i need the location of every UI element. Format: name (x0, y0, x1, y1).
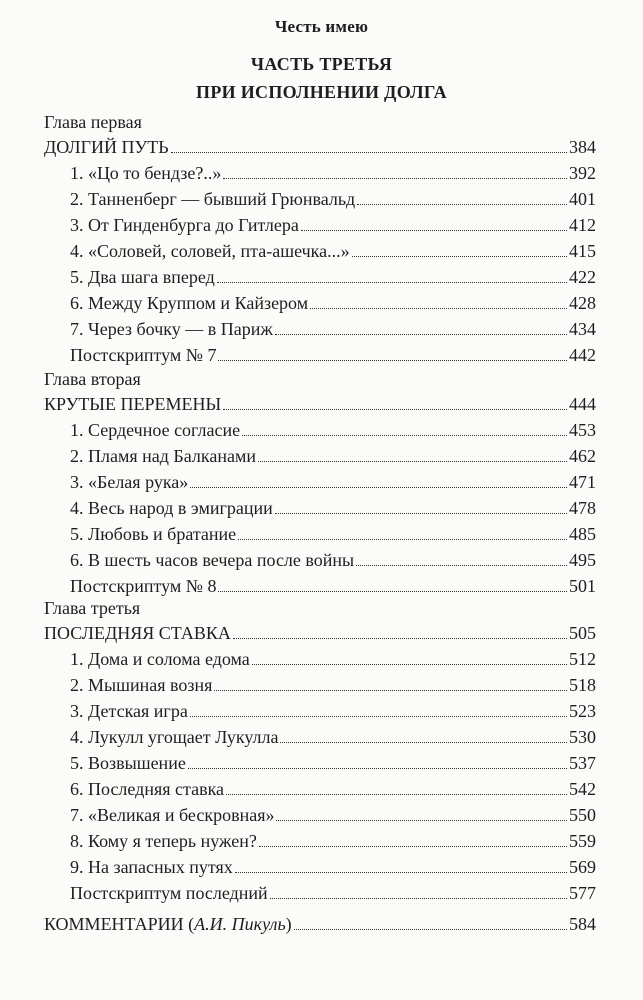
running-head: Честь имею (274, 17, 369, 36)
commentary-title: КОММЕНТАРИИ ( (44, 914, 195, 934)
page-number: 530 (569, 727, 596, 747)
page-number: 442 (569, 345, 596, 365)
section-entry[interactable] (70, 800, 596, 826)
section-entry[interactable] (70, 236, 596, 262)
dot-leader (223, 409, 567, 410)
entry-title: 2. Танненберг — бывший Грюнвальд (70, 189, 356, 209)
section-entry[interactable] (70, 722, 596, 748)
dot-leader (235, 872, 567, 873)
section-entry[interactable] (70, 493, 596, 519)
dot-leader (270, 898, 567, 899)
section-entry[interactable] (70, 158, 596, 184)
section-entry[interactable] (70, 441, 596, 467)
dot-leader (188, 768, 567, 769)
entry-title: 9. На запасных путях (70, 857, 233, 877)
page-number: 384 (569, 137, 596, 157)
section-entry[interactable] (70, 571, 596, 597)
page-number: 584 (569, 914, 596, 934)
section-entry[interactable] (70, 644, 596, 670)
section-entry[interactable] (70, 670, 596, 696)
dot-leader (258, 461, 567, 462)
entry-title: 3. Детская игра (70, 701, 188, 721)
section-entry[interactable] (70, 184, 596, 210)
commentary-author: А.И. Пикуль (194, 914, 286, 934)
entry-title: ПОСЛЕДНЯЯ СТАВКА (44, 623, 231, 643)
dot-leader (217, 282, 567, 283)
chapter-entry[interactable] (44, 132, 596, 158)
page-number: 428 (569, 293, 596, 313)
section-entry[interactable] (70, 545, 596, 571)
entry-title: 2. Мышиная возня (70, 675, 213, 695)
section-entry[interactable] (70, 340, 596, 366)
page-number: 518 (569, 675, 596, 695)
entry-title: Постскриптум последний (70, 883, 268, 903)
entry-title: 1. Сердечное согласие (70, 420, 241, 440)
entry-title: 7. Через бочку — в Париж (70, 319, 273, 339)
entry-title: 6. Последняя ставка (70, 779, 225, 799)
entry-title: 1. «Цо то бендзе?..» (70, 163, 222, 183)
section-entry[interactable] (70, 210, 596, 236)
chapter-label: Глава первая (44, 112, 142, 132)
entry-title: 5. Любовь и братание (70, 524, 237, 544)
dot-leader (190, 716, 567, 717)
entry-title: 5. Возвышение (70, 753, 186, 773)
page-number: 577 (569, 883, 596, 903)
page-number: 444 (569, 394, 596, 414)
dot-leader (357, 204, 567, 205)
page-number: 537 (569, 753, 596, 773)
page-number: 523 (569, 701, 596, 721)
section-entry[interactable] (70, 774, 596, 800)
commentary-entry[interactable] (44, 909, 596, 935)
section-entry[interactable] (70, 288, 596, 314)
page-number: 569 (569, 857, 596, 877)
section-entry[interactable] (70, 262, 596, 288)
dot-leader (252, 664, 567, 665)
section-entry[interactable] (70, 415, 596, 441)
entry-title: 1. Дома и солома едома (70, 649, 250, 669)
section-entry[interactable] (70, 748, 596, 774)
entry-title: КРУТЫЕ ПЕРЕМЕНЫ (44, 394, 222, 414)
page-number: 512 (569, 649, 596, 669)
page-number: 495 (569, 550, 596, 570)
dot-leader (294, 929, 567, 930)
dot-leader (218, 360, 567, 361)
page-number: 415 (569, 241, 596, 261)
entry-title (44, 913, 292, 935)
entry-title: 2. Пламя над Балканами (70, 446, 256, 466)
page-number: 471 (569, 472, 596, 492)
page-number: 485 (569, 524, 596, 544)
dot-leader (356, 565, 567, 566)
page-number: 501 (569, 576, 596, 596)
dot-leader (276, 820, 567, 821)
part-title: ЧАСТЬ ТРЕТЬЯ (250, 54, 393, 74)
page-number: 550 (569, 805, 596, 825)
entry-title: 8. Кому я теперь нужен? (70, 831, 257, 851)
dot-leader (218, 591, 567, 592)
dot-leader (190, 487, 567, 488)
chapter-label: Глава третья (44, 598, 141, 618)
page-number: 392 (569, 163, 596, 183)
dot-leader (275, 334, 567, 335)
entry-title: 4. «Соловей, соловей, пта-ашечка...» (70, 241, 350, 261)
dot-leader (238, 539, 567, 540)
part-subtitle: ПРИ ИСПОЛНЕНИИ ДОЛГА (196, 82, 447, 102)
chapter-label: Глава вторая (44, 369, 141, 389)
entry-title: 4. Весь народ в эмиграции (70, 498, 273, 518)
page-number: 462 (569, 446, 596, 466)
section-entry[interactable] (70, 826, 596, 852)
page-number: 505 (569, 623, 596, 643)
commentary-close-paren: ) (285, 914, 292, 934)
dot-leader (223, 178, 567, 179)
dot-leader (226, 794, 567, 795)
page-number: 401 (569, 189, 596, 209)
dot-leader (171, 152, 567, 153)
page-number: 559 (569, 831, 596, 851)
dot-leader (352, 256, 567, 257)
page-number: 542 (569, 779, 596, 799)
dot-leader (280, 742, 567, 743)
chapter-entry[interactable] (44, 389, 596, 415)
entry-title: Постскриптум № 7 (70, 345, 217, 365)
page-number: 453 (569, 420, 596, 440)
entry-title: 5. Два шага вперед (70, 267, 215, 287)
section-entry[interactable] (70, 696, 596, 722)
section-entry[interactable] (70, 852, 596, 878)
dot-leader (310, 308, 567, 309)
page-number: 422 (569, 267, 596, 287)
section-entry[interactable] (70, 467, 596, 493)
section-entry[interactable] (70, 519, 596, 545)
dot-leader (242, 435, 567, 436)
entry-title: 7. «Великая и бескровная» (70, 805, 275, 825)
entry-title: 6. В шесть часов вечера после войны (70, 550, 355, 570)
entry-title: 3. От Гинденбурга до Гитлера (70, 215, 299, 235)
section-entry[interactable] (70, 878, 596, 904)
chapter-entry[interactable] (44, 618, 596, 644)
page-number: 412 (569, 215, 596, 235)
dot-leader (233, 638, 567, 639)
dot-leader (301, 230, 567, 231)
dot-leader (275, 513, 567, 514)
page-number: 478 (569, 498, 596, 518)
entry-title: Постскриптум № 8 (70, 576, 217, 596)
page-number: 434 (569, 319, 596, 339)
dot-leader (214, 690, 567, 691)
section-entry[interactable] (70, 314, 596, 340)
entry-title: 3. «Белая рука» (70, 472, 189, 492)
entry-title: 6. Между Круппом и Кайзером (70, 293, 309, 313)
entry-title: 4. Лукулл угощает Лукулла (70, 727, 279, 747)
entry-title: ДОЛГИЙ ПУТЬ (44, 137, 169, 157)
dot-leader (259, 846, 567, 847)
